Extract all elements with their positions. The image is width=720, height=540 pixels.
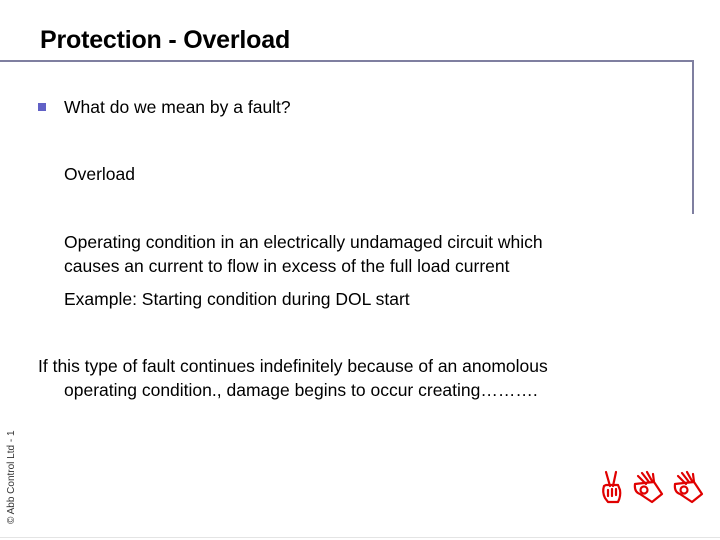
ok-hand-icon — [632, 470, 668, 504]
definition-line-1: Operating condition in an electrically undamaged circuit which — [64, 232, 543, 252]
victory-hand-icon — [598, 470, 628, 504]
definition-line-2: causes an current to flow in excess of the full load current — [64, 256, 510, 276]
consequence-line-1: If this type of fault continues indefinitely because of an anomolous — [38, 356, 548, 376]
title-underline — [0, 60, 694, 62]
copyright-text: © Abb Control Ltd - 1 — [6, 430, 17, 524]
title-frame-right — [692, 60, 694, 214]
abb-logo — [598, 470, 708, 504]
term-overload: Overload — [64, 164, 136, 184]
bullet-question: What do we mean by a fault? — [64, 97, 291, 117]
consequence-line-2: operating condition., damage begins to occur creating………. — [64, 380, 538, 400]
footer-divider — [0, 537, 720, 538]
ok-hand-icon — [672, 470, 708, 504]
slide-title: Protection - Overload — [40, 26, 291, 54]
square-bullet-icon — [38, 103, 46, 111]
example-text: Example: Starting condition during DOL start — [64, 289, 410, 309]
